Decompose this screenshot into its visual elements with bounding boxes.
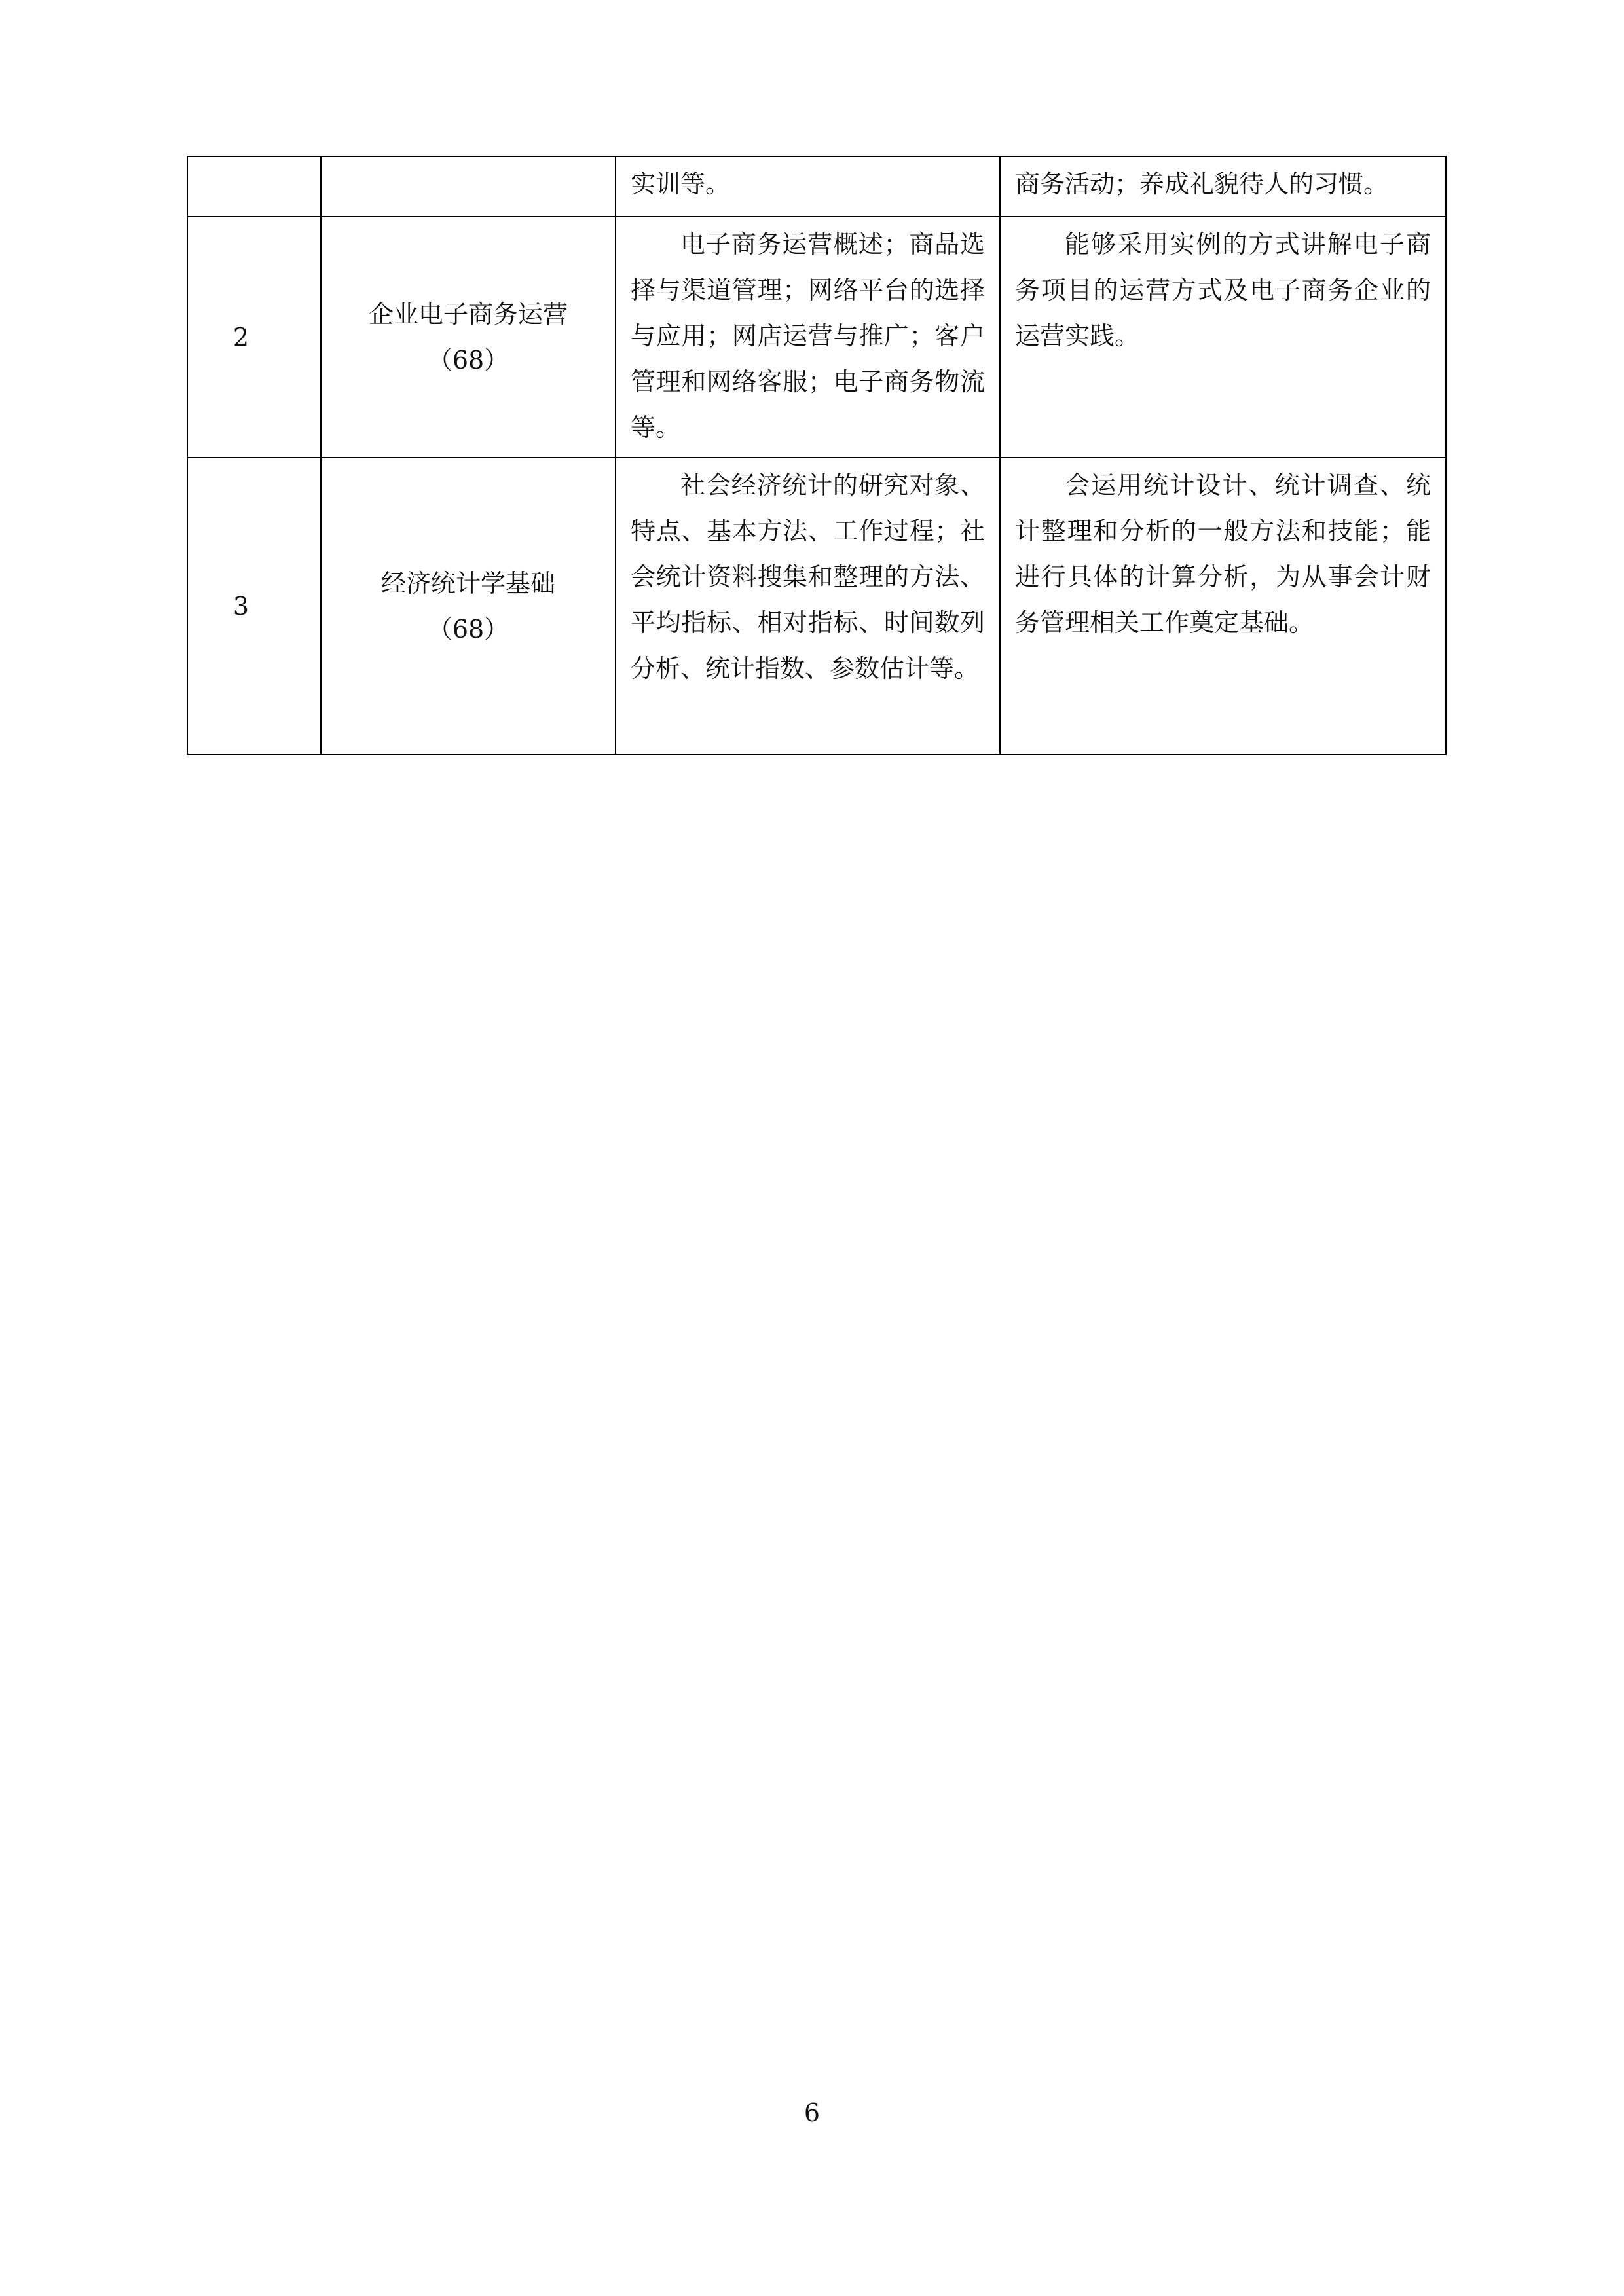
course-name: 经济统计学基础 bbox=[380, 568, 555, 598]
course-hours: （68） bbox=[427, 614, 509, 644]
course-content: 实训等。 bbox=[616, 156, 1000, 217]
table-row bbox=[187, 458, 1446, 754]
row-index bbox=[187, 156, 321, 217]
course-name-cell bbox=[321, 156, 616, 217]
course-content: 社会经济统计的研究对象、特点、基本方法、工作过程；社会统计资料搜集和整理的方法、平均指标、相对指标、时间数列分析、统计指数、参数估计等。 bbox=[616, 458, 1000, 754]
course-name: 企业电子商务运营 bbox=[368, 300, 568, 329]
course-requirement: 会运用统计设计、统计调查、统计整理和分析的一般方法和技能；能进行具体的计算分析，为从事会计财务管理相关工作奠定基础。 bbox=[1000, 458, 1446, 754]
table-row bbox=[187, 156, 1446, 217]
course-hours: （68） bbox=[427, 346, 509, 374]
course-name-cell bbox=[321, 458, 616, 754]
table-row bbox=[187, 217, 1446, 458]
course-table bbox=[187, 156, 1447, 755]
course-requirement: 商务活动；养成礼貌待人的习惯。 bbox=[1000, 156, 1446, 217]
row-index: 2 bbox=[187, 217, 321, 458]
course-content: 电子商务运营概述；商品选择与渠道管理；网络平台的选择与应用；网店运营与推广；客户管理和网络客服；电子商务物流等。 bbox=[616, 217, 1000, 458]
page-number: 6 bbox=[803, 2098, 821, 2127]
row-index: 3 bbox=[187, 458, 321, 754]
course-name-cell bbox=[321, 217, 616, 458]
course-requirement: 能够采用实例的方式讲解电子商务项目的运营方式及电子商务企业的运营实践。 bbox=[1000, 217, 1446, 458]
